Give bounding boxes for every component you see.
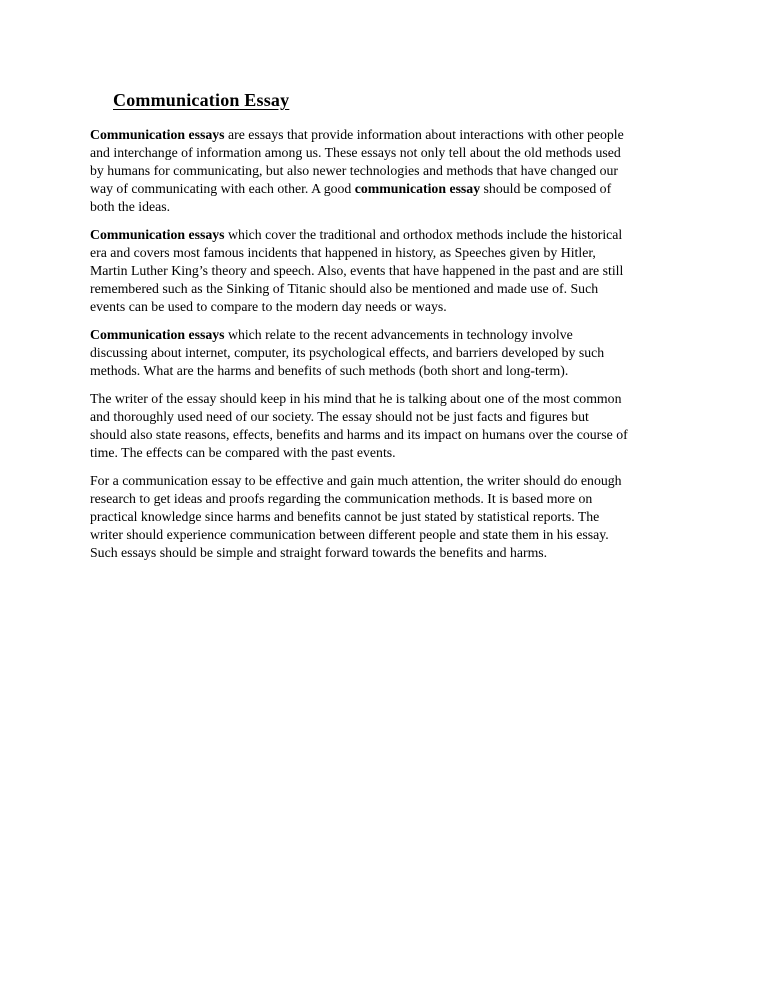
text-line: discussing about internet, computer, its psychological effects, and barriers developed by such [90, 345, 605, 360]
text-line: era and covers most famous incidents that happened in history, as Speeches given by Hitler, [90, 245, 596, 260]
paragraph [90, 326, 690, 380]
text-line: should also state reasons, effects, benefits and harms and its impact on humans over the course of [90, 427, 628, 442]
bold-term: communication essay [354, 181, 481, 196]
text-line: and interchange of information among us. These essays not only tell about the old methods used [90, 145, 621, 160]
text-line: Communication essays which relate to the recent advancements in technology involve [90, 327, 573, 342]
bold-term: Communication essays [90, 127, 225, 142]
text-line: by humans for communicating, but also newer technologies and methods that have changed our [90, 163, 618, 178]
bold-term: Communication essays [90, 327, 225, 342]
paragraph [90, 126, 690, 216]
page-title: Communication Essay [113, 90, 290, 110]
paragraph [90, 472, 690, 562]
text-line: way of communicating with each other. A good communication essay should be composed of [90, 181, 612, 196]
text-line: remembered such as the Sinking of Titanic should also be mentioned and made use of. Such [90, 281, 599, 296]
bold-term: Communication essays [90, 227, 225, 242]
text-line: The writer of the essay should keep in his mind that he is talking about one of the most common [90, 391, 622, 406]
paragraph [90, 390, 690, 462]
text-line: Such essays should be simple and straight forward towards the benefits and harms. [90, 545, 548, 560]
text-line: Communication essays which cover the traditional and orthodox methods include the historical [90, 227, 623, 242]
text-line: writer should experience communication between different people and state them in his essay. [90, 527, 609, 542]
text-line: Martin Luther King’s theory and speech. Also, events that have happened in the past and are still [90, 263, 624, 278]
text-line: methods. What are the harms and benefits of such methods (both short and long-term). [90, 363, 569, 378]
text-line: practical knowledge since harms and benefits cannot be just stated by statistical reports. The [90, 509, 600, 524]
text-line: and thoroughly used need of our society. The essay should not be just facts and figures but [90, 409, 589, 424]
text-line: events can be used to compare to the modern day needs or ways. [90, 299, 447, 314]
text-line: both the ideas. [90, 199, 171, 214]
essay-body [90, 126, 690, 572]
text-line: research to get ideas and proofs regarding the communication methods. It is based more on [90, 491, 593, 506]
paragraph [90, 226, 690, 316]
text-line: time. The effects can be compared with the past events. [90, 445, 396, 460]
text-line: For a communication essay to be effective and gain much attention, the writer should do enough [90, 473, 622, 488]
text-line: Communication essays are essays that provide information about interactions with other people [90, 127, 624, 142]
